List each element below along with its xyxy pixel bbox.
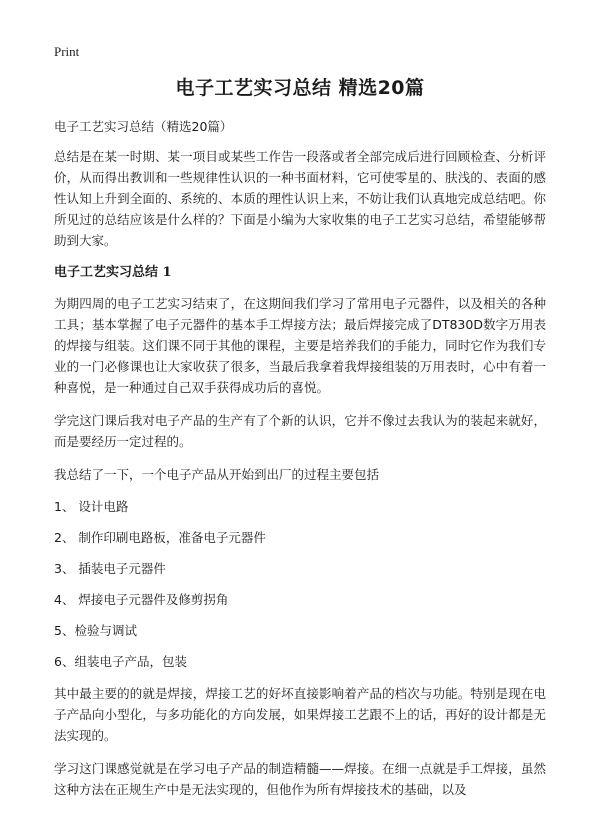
body-paragraph: 学完这门课后我对电子产品的生产有了个新的认识，它并不像过去我认为的装起来就好，而是要经历一定过程的。 bbox=[54, 413, 546, 449]
list-item: 6、组装电子产品，包装 bbox=[54, 654, 187, 669]
list-item: 1、 设计电路 bbox=[54, 499, 129, 514]
document-title: 电子工艺实习总结 精选20篇 bbox=[175, 77, 425, 99]
document-subtitle: 电子工艺实习总结（精选20篇） bbox=[54, 119, 233, 134]
list-item: 3、 插装电子元器件 bbox=[54, 561, 166, 576]
body-paragraph: 为期四周的电子工艺实习结束了，在这期间我们学习了常用电子元器件，以及相关的各种工具；基本掌握了电子元器件的基本手工焊接方法；最后焊接完成了DT830D数字万用表的焊接与组装。这们课不同于其他的课程，主要是培养我们的手能力，同时它作为我们专业的一门必修课也让大家收获了很多，当最后我拿着我焊接组装的万用表时，心中有着一种喜悦，是一种通过自己双手获得成功后的喜悦。 bbox=[54, 296, 546, 395]
print-link[interactable]: Print bbox=[54, 44, 80, 59]
list-item: 2、 制作印刷电路板，准备电子元器件 bbox=[54, 530, 266, 545]
section-heading: 电子工艺实习总结 1 bbox=[54, 265, 172, 280]
list-item: 5、检验与调试 bbox=[54, 623, 137, 638]
body-paragraph: 学习这门课感觉就是在学习电子产品的制造精髓——焊接。在细一点就是手工焊接，虽然这种方法在正规生产中是无法实现的，但他作为所有焊接技术的基础，以及 bbox=[54, 761, 546, 797]
body-paragraph: 其中最主要的的就是焊接，焊接工艺的好坏直接影响着产品的档次与功能。特别是现在电子产品向小型化，与多功能化的方向发展，如果焊接工艺跟不上的话，再好的设计都是无法实现的。 bbox=[54, 686, 546, 743]
list-item: 4、 焊接电子元器件及修剪拐角 bbox=[54, 592, 229, 607]
body-paragraph: 我总结了一下，一个电子产品从开始到出厂的过程主要包括 bbox=[54, 467, 380, 482]
intro-paragraph: 总结是在某一时期、某一项目或某些工作告一段落或者全部完成后进行回顾检查、分析评价，从而得出教训和一些规律性认识的一种书面材料，它可使零星的、肤浅的、表面的感性认知上升到全面的、系统的、本质的理性认识上来，不妨让我们认真地完成总结吧。你所见过的总结应该是什么样的？下面是小编为大家收集的电子工艺实习总结，希望能够帮助到大家。 bbox=[54, 149, 546, 248]
